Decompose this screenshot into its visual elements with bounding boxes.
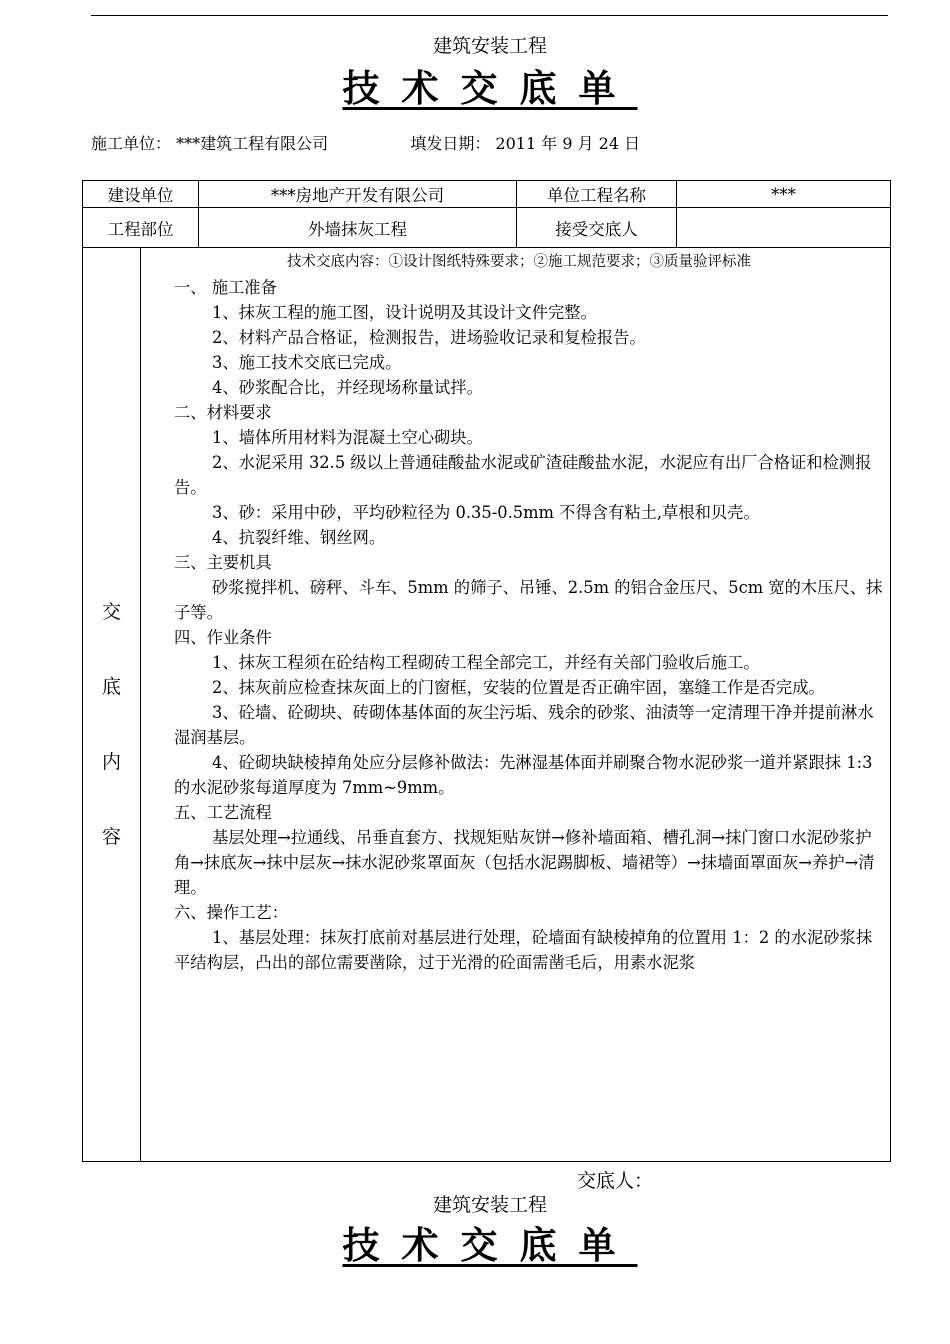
content-paragraph: 1、抹灰工程须在砼结构工程砌砖工程全部完工，并经有关部门验收后施工。 — [212, 653, 760, 672]
content-paragraph: 4、砼砌块缺棱掉角处应分层修补做法：先淋湿基体面并刷聚合物水泥砂浆一道并紧跟抹 1:3 的水泥砂浆每道厚度为 7mm~9mm。 — [174, 753, 873, 797]
signer-label: 交底人： — [577, 1170, 654, 1192]
issue-date-label: 填发日期： — [410, 134, 491, 153]
work-part-value: 外墙抹灰工程 — [199, 208, 517, 248]
owner-unit-value: ***房地产开发有限公司 — [199, 181, 517, 208]
top-rule — [91, 15, 888, 16]
side-char: 容 — [101, 826, 121, 848]
disclosure-table — [82, 180, 891, 1162]
content-cell — [141, 248, 891, 1162]
content-paragraph: 1、基层处理：抹灰打底前对基层进行处理，砼墙面有缺棱掉角的位置用 1：2 的水泥砂浆抹平结构层，凸出的部位需要凿除，过于光滑的砼面需凿毛后，用素水泥浆 — [174, 928, 873, 972]
content-paragraph: 2、材料产品合格证，检测报告，进场验收记录和复检报告。 — [212, 328, 646, 347]
content-side-cell — [83, 248, 141, 1162]
side-char: 内 — [101, 751, 121, 773]
recipient-value — [677, 208, 891, 248]
section-heading: 六、操作工艺： — [174, 903, 288, 922]
content-paragraph: 3、砂：采用中砂，平均砂粒径为 0.35-0.5mm 不得含有粘土,草根和贝壳。 — [212, 503, 760, 522]
owner-unit-label: 建设单位 — [83, 181, 199, 208]
section-heading: 三、主要机具 — [174, 553, 272, 572]
content-paragraph: 3、砼墙、砼砌块、砖砌体基体面的灰尘污垢、残余的砂浆、油渍等一定清理干净并提前淋水湿润基层。 — [174, 703, 874, 747]
recipient-label: 接受交底人 — [517, 208, 677, 248]
content-paragraph: 2、抹灰前应检查抹灰面上的门窗框，安装的位置是否正确牢固，塞缝工作是否完成。 — [212, 678, 825, 697]
document-title: 技术交底单 — [342, 66, 638, 110]
issue-date-value: 2011 年 9 月 24 日 — [495, 134, 641, 153]
project-name-value: *** — [677, 181, 891, 208]
table-row — [83, 181, 891, 208]
content-paragraph: 2、水泥采用 32.5 级以上普通硅酸盐水泥或矿渣硅酸盐水泥，水泥应有出厂合格证和检测报告。 — [174, 453, 872, 497]
content-paragraph: 3、施工技术交底已完成。 — [212, 353, 402, 372]
content-paragraph: 1、抹灰工程的施工图，设计说明及其设计文件完整。 — [212, 303, 597, 322]
project-name-label: 单位工程名称 — [517, 181, 677, 208]
document-title-2: 技术交底单 — [342, 1223, 638, 1267]
document-subtitle: 建筑安装工程 — [432, 35, 547, 57]
table-row — [83, 208, 891, 248]
section-heading: 四、作业条件 — [174, 628, 272, 647]
work-part-label: 工程部位 — [83, 208, 199, 248]
section-heading: 五、工艺流程 — [174, 803, 272, 822]
info-line — [91, 131, 640, 154]
content-lines — [174, 275, 884, 975]
side-char: 交 — [101, 601, 121, 623]
construction-unit-value: ***建筑工程有限公司 — [176, 134, 329, 153]
document-subtitle-2: 建筑安装工程 — [432, 1194, 547, 1216]
construction-unit-label: 施工单位： — [91, 134, 172, 153]
content-paragraph: 1、墙体所用材料为混凝土空心砌块。 — [212, 428, 483, 447]
section-heading: 二、材料要求 — [174, 403, 272, 422]
content-body — [141, 248, 890, 975]
content-paragraph: 基层处理→拉通线、吊垂直套方、找规矩贴灰饼→修补墙面箱、槽孔洞→抹门窗口水泥砂浆护角→抹底灰→抹中层灰→抹水泥砂浆罩面灰（包括水泥踢脚板、墙裙等）→抹墙面罩面灰→养护→清理。 — [174, 828, 875, 897]
content-paragraph: 砂浆搅拌机、磅秤、斗车、5mm 的筛子、吊锤、2.5m 的铝合金压尺、5cm 宽的木压尺、抹子等。 — [174, 578, 883, 622]
table-row — [83, 248, 891, 1162]
content-paragraph: 4、砂浆配合比，并经现场称量试拌。 — [212, 378, 483, 397]
section-heading: 一、 施工准备 — [174, 278, 277, 297]
content-paragraph: 4、抗裂纤维、钢丝网。 — [212, 528, 386, 547]
side-char: 底 — [101, 676, 121, 698]
content-side-label — [83, 575, 140, 875]
content-header: 技术交底内容：①设计图纸特殊要求；②施工规范要求；③质量验评标准 — [287, 254, 751, 270]
